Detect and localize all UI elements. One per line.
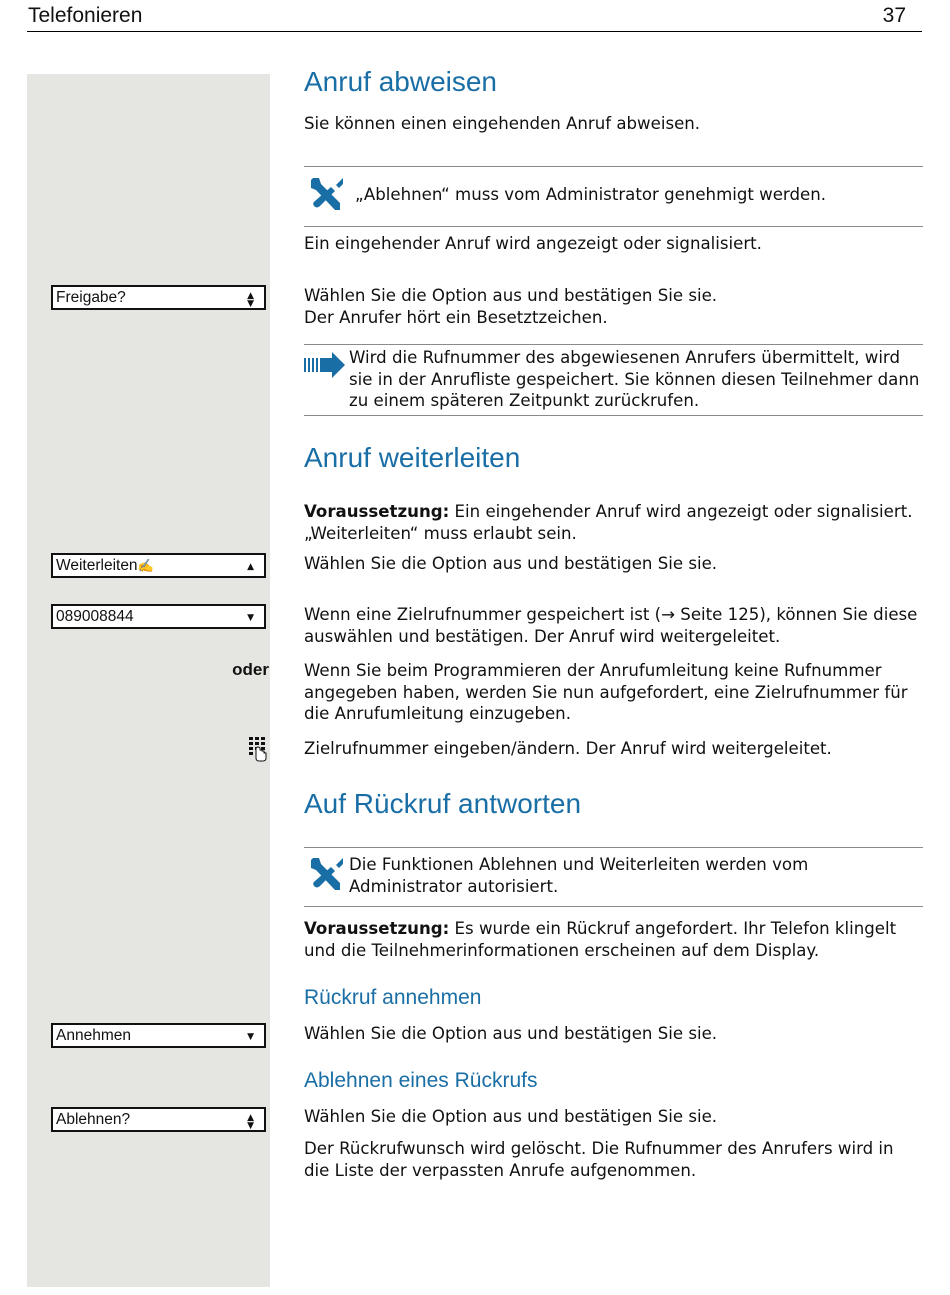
heading-reject: Anruf abweisen: [304, 66, 498, 97]
display-weiterleiten[interactable]: [51, 553, 266, 578]
accept-callback-text: Wählen Sie die Option aus und bestätigen Sie sie.: [304, 1024, 718, 1043]
up-arrow-icon: ▲: [247, 562, 254, 572]
page-header-title: Telefonieren: [28, 4, 143, 27]
display-label: 089008844: [56, 608, 134, 625]
tools-icon: [309, 176, 345, 212]
up-down-arrow-icon: ▲ ▼: [247, 1113, 254, 1131]
keypad-icon: [248, 736, 268, 762]
heading-callback: Auf Rückruf antworten: [304, 788, 582, 819]
decline-callback-text: Wählen Sie die Option aus und bestätigen Sie sie.: [304, 1107, 718, 1126]
header-divider: [27, 31, 922, 32]
divider: [304, 906, 923, 907]
up-down-arrow-icon: ▲ ▼: [247, 291, 254, 309]
divider: [304, 226, 923, 227]
page-number: 37: [882, 4, 906, 27]
display-number[interactable]: [51, 604, 266, 629]
forward-prerequisite: Voraussetzung: Ein eingehender Anruf wird angezeigt oder signalisiert. „Weiterleiten“ muss erlaubt sein.: [304, 502, 913, 543]
arrow-note-icon: [304, 352, 346, 378]
divider: [304, 344, 923, 345]
pen-icon: ✍: [137, 558, 154, 573]
display-label: Freigabe?: [56, 289, 126, 306]
divider: [304, 415, 923, 416]
tools-icon: [309, 856, 345, 892]
sidebar-column: [27, 74, 270, 1287]
decline-callback-result: Der Rückrufwunsch wird gelöscht. Die Rufnummer des Anrufers wird in die Liste der verpassten Anrufe aufgenommen.: [304, 1139, 894, 1180]
reject-intro: Sie können einen eingehenden Anruf abweisen.: [304, 114, 701, 133]
forward-enter: Zielrufnummer eingeben/ändern. Der Anruf wird weitergeleitet.: [304, 739, 832, 758]
reject-info-note: Wird die Rufnummer des abgewiesenen Anrufers übermittelt, wird sie in der Anrufliste gespeichert. Sie können diesen Teilnehmer dann zu einem späteren Zeitpunkt zurückrufen.: [349, 348, 920, 410]
reject-incoming: Ein eingehender Anruf wird angezeigt oder signalisiert.: [304, 234, 762, 253]
display-ablehnen[interactable]: [51, 1107, 266, 1132]
display-annehmen[interactable]: [51, 1023, 266, 1048]
reject-admin-note: „Ablehnen“ muss vom Administrator genehmigt werden.: [355, 185, 827, 204]
or-label: oder: [232, 660, 269, 679]
display-freigabe[interactable]: [51, 285, 266, 310]
forward-stored: Wenn eine Zielrufnummer gespeichert ist (→ Seite 125), können Sie diese auswählen und bestätigen. Der Anruf wird weitergeleitet.: [304, 605, 918, 646]
heading-forward: Anruf weiterleiten: [304, 442, 521, 473]
forward-no-number: Wenn Sie beim Programmieren der Anrufumleitung keine Rufnummer angegeben haben, werden Sie nun aufgefordert, eine Zielrufnummer für die Anrufumleitung einzugeben.: [304, 661, 908, 723]
heading-decline-callback: Ablehnen eines Rückrufs: [304, 1069, 538, 1092]
heading-accept-callback: Rückruf annehmen: [304, 986, 482, 1009]
display-label: Weiterleiten✍: [56, 557, 154, 574]
divider: [304, 847, 923, 848]
reject-select: Wählen Sie die Option aus und bestätigen Sie sie. Der Anrufer hört ein Besetztzeichen.: [304, 286, 718, 327]
display-label: Annehmen: [56, 1027, 131, 1044]
divider: [304, 166, 923, 167]
down-arrow-icon: ▼: [247, 613, 254, 623]
forward-select: Wählen Sie die Option aus und bestätigen Sie sie.: [304, 554, 718, 573]
display-label: Ablehnen?: [56, 1111, 131, 1128]
callback-prerequisite: Voraussetzung: Es wurde ein Rückruf angefordert. Ihr Telefon klingelt und die Teilnehmerinformationen erscheinen auf dem Display.: [304, 919, 897, 960]
down-arrow-icon: ▼: [247, 1032, 254, 1042]
callback-admin-note: Die Funktionen Ablehnen und Weiterleiten werden vom Administrator autorisiert.: [349, 855, 809, 896]
